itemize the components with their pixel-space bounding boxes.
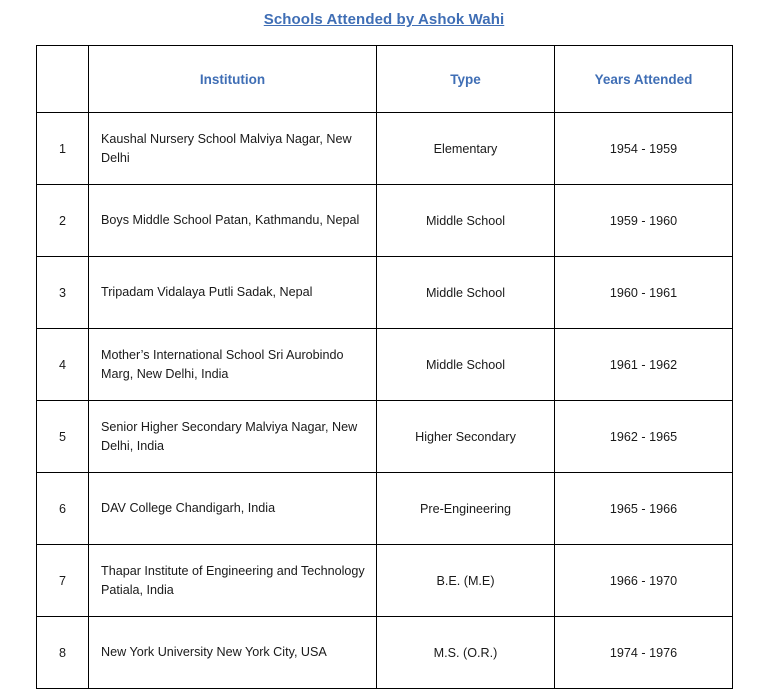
table-body (37, 113, 733, 689)
cell-number: 3 (37, 257, 89, 329)
cell-number: 6 (37, 473, 89, 545)
cell-number: 4 (37, 329, 89, 401)
cell-institution: Tripadam Vidalaya Putli Sadak, Nepal (89, 257, 377, 329)
table-row (37, 113, 733, 185)
cell-years: 1962 - 1965 (555, 401, 733, 473)
cell-institution: New York University New York City, USA (89, 617, 377, 689)
cell-number: 8 (37, 617, 89, 689)
cell-type: Middle School (377, 329, 555, 401)
table-header-row (37, 46, 733, 113)
cell-years: 1961 - 1962 (555, 329, 733, 401)
cell-type: Middle School (377, 185, 555, 257)
cell-institution: Boys Middle School Patan, Kathmandu, Nepal (89, 185, 377, 257)
table-row (37, 473, 733, 545)
cell-years: 1960 - 1961 (555, 257, 733, 329)
column-header-institution: Institution (89, 46, 377, 113)
cell-years: 1966 - 1970 (555, 545, 733, 617)
column-header-number (37, 46, 89, 113)
schools-table (36, 45, 733, 689)
document-page (0, 11, 768, 689)
page-title: Schools Attended by Ashok Wahi (263, 11, 505, 28)
cell-institution: Thapar Institute of Engineering and Technology Patiala, India (89, 545, 377, 617)
table-row (37, 545, 733, 617)
cell-type: B.E. (M.E) (377, 545, 555, 617)
cell-type: Middle School (377, 257, 555, 329)
cell-years: 1965 - 1966 (555, 473, 733, 545)
cell-years: 1974 - 1976 (555, 617, 733, 689)
cell-type: Elementary (377, 113, 555, 185)
cell-institution: Kaushal Nursery School Malviya Nagar, New Delhi (89, 113, 377, 185)
table-row (37, 329, 733, 401)
table-row (37, 257, 733, 329)
table-header (37, 46, 733, 113)
cell-years: 1954 - 1959 (555, 113, 733, 185)
cell-years: 1959 - 1960 (555, 185, 733, 257)
schools-table-container (36, 45, 732, 689)
cell-type: Higher Secondary (377, 401, 555, 473)
table-row (37, 401, 733, 473)
cell-number: 5 (37, 401, 89, 473)
cell-number: 2 (37, 185, 89, 257)
table-row (37, 185, 733, 257)
cell-number: 1 (37, 113, 89, 185)
column-header-type: Type (377, 46, 555, 113)
cell-type: Pre-Engineering (377, 473, 555, 545)
cell-institution: DAV College Chandigarh, India (89, 473, 377, 545)
cell-institution: Mother’s International School Sri Aurobindo Marg, New Delhi, India (89, 329, 377, 401)
cell-type: M.S. (O.R.) (377, 617, 555, 689)
cell-number: 7 (37, 545, 89, 617)
cell-institution: Senior Higher Secondary Malviya Nagar, New Delhi, India (89, 401, 377, 473)
column-header-years: Years Attended (555, 46, 733, 113)
